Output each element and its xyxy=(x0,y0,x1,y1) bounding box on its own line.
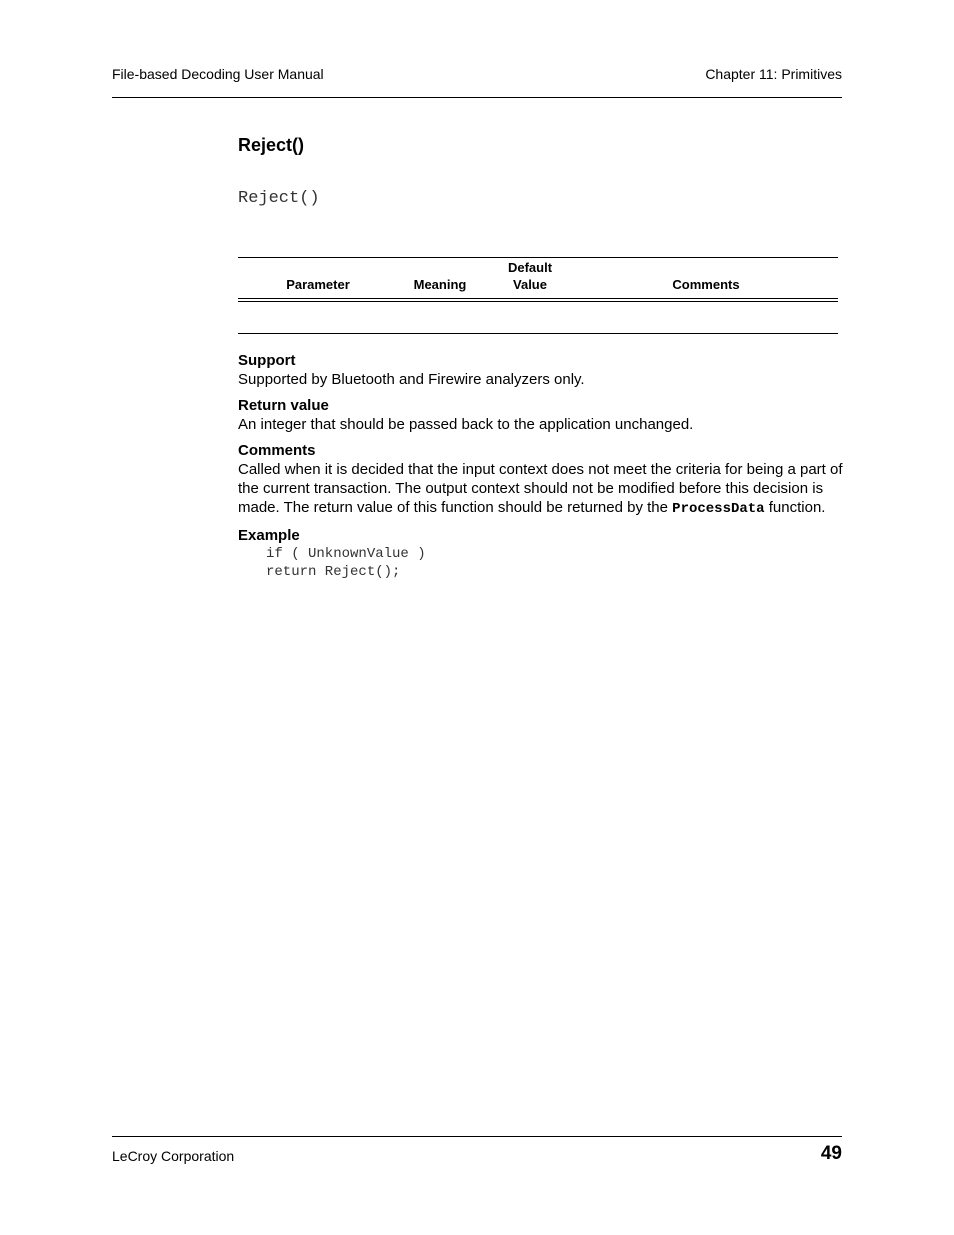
column-header-meaning: Meaning xyxy=(413,277,467,292)
page-number: 49 xyxy=(820,1143,842,1164)
manual-title: File-based Decoding User Manual xyxy=(112,66,324,82)
return-value-text: An integer that should be passed back to the application unchanged. xyxy=(238,416,694,433)
footer-divider xyxy=(112,1136,842,1137)
table-header-rule xyxy=(238,298,838,299)
support-heading: Support xyxy=(238,352,296,369)
example-heading: Example xyxy=(238,527,300,544)
comments-text-before: Called when it is decided that the input context does not meet the criteria for being a part of the current transaction. The output context should not be modified before this decision is made. The return value of this function should be returned by the xyxy=(238,461,843,516)
column-header-comments: Comments xyxy=(672,277,740,292)
example-code xyxy=(266,545,843,581)
table-bottom-rule xyxy=(238,333,838,334)
support-text: Supported by Bluetooth and Firewire analyzers only. xyxy=(238,371,585,388)
column-header-default-value: Default Value xyxy=(507,260,553,292)
return-value-heading: Return value xyxy=(238,397,329,414)
table-header-rule-double xyxy=(238,301,838,302)
comments-text-after: function. xyxy=(764,499,826,516)
company-name: LeCroy Corporation xyxy=(112,1148,235,1164)
header-divider xyxy=(112,97,842,98)
function-signature: Reject() xyxy=(238,189,320,208)
parameter-table xyxy=(238,257,838,334)
column-header-parameter: Parameter xyxy=(286,277,350,292)
chapter-title: Chapter 11: Primitives xyxy=(705,66,842,82)
example-code-line: if ( UnknownValue ) xyxy=(266,546,426,562)
comments-heading: Comments xyxy=(238,442,316,459)
comments-text xyxy=(238,460,843,519)
example-code-line: return Reject(); xyxy=(266,564,401,580)
process-data-code: ProcessData xyxy=(672,501,765,517)
description-body xyxy=(238,351,843,581)
section-title: Reject() xyxy=(238,135,305,155)
table-top-rule xyxy=(238,257,838,258)
